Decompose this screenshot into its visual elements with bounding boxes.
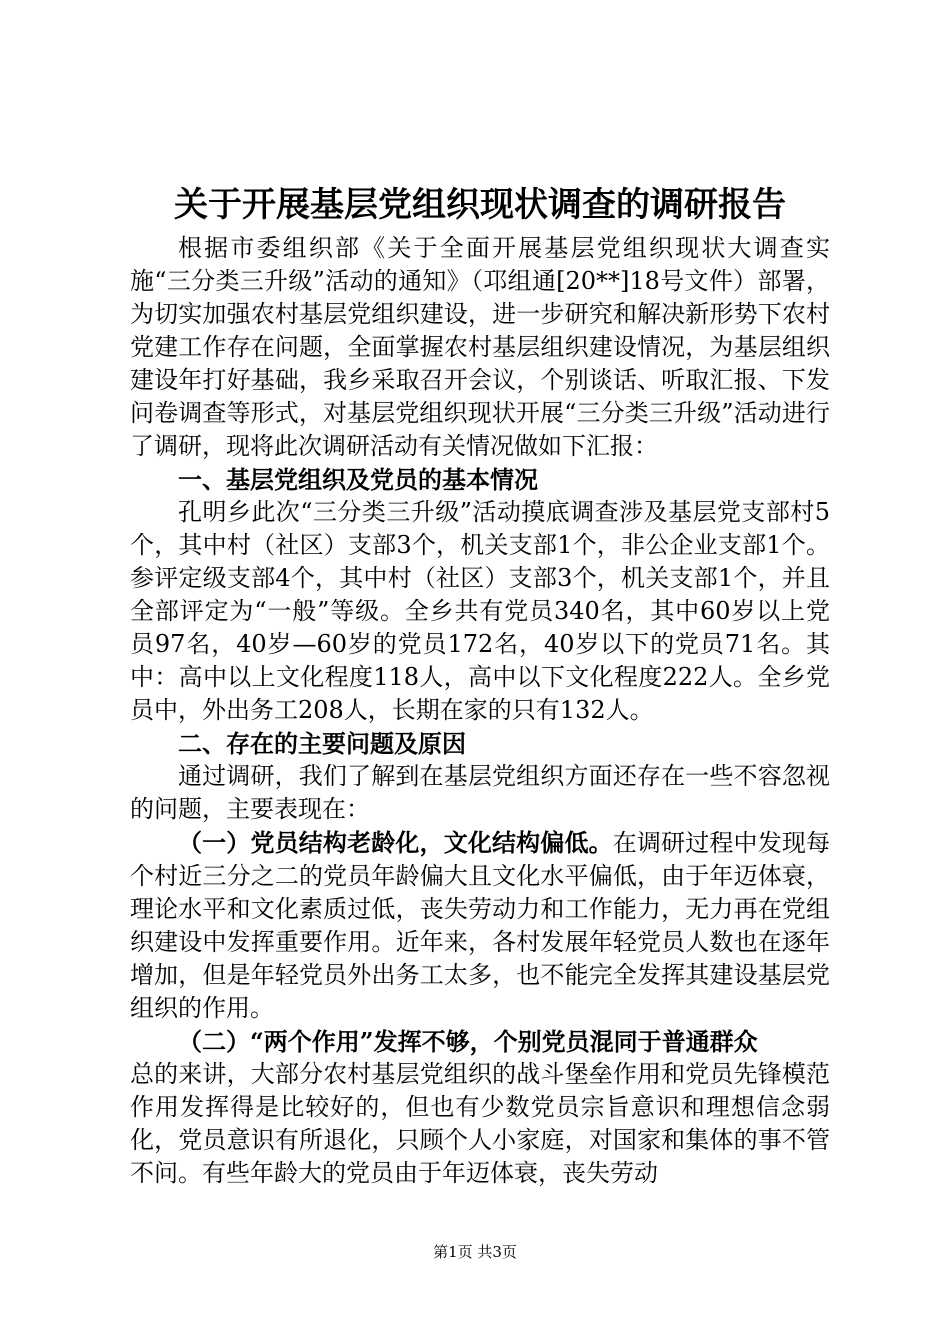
document-body <box>130 232 830 1190</box>
item-2-lead: （二）“两个作用”发挥不够，个别党员混同于普通群众 <box>178 1027 758 1056</box>
section-2-intro-paragraph: 通过调研，我们了解到在基层党组织方面还存在一些不容忽视的问题，主要表现在： <box>130 762 830 823</box>
item-2-paragraph: 总的来讲，大部分农村基层党组织的战斗堡垒作用和党员先锋模范作用发挥得是比较好的，但也有少数党员宗旨意识和理想信念弱化，党员意识有所退化，只顾个人小家庭，对国家和集体的事不管不问。有些年龄大的党员由于年迈体衰，丧失劳动 <box>130 1060 830 1187</box>
page-footer: 第1页 共3页 <box>433 1243 517 1261</box>
intro-paragraph: 根据市委组织部《关于全面开展基层党组织现状大调查实施“三分类三升级”活动的通知》（邛组通[20**]18号文件）部署，为切实加强农村基层党组织建设，进一步研究和解决新形势下农村党建工作存在问题，全面掌握农村基层组织建设情况，为基层组织建设年打好基础，我乡采取召开会议，个别谈话、听取汇报、下发问卷调查等形式，对基层党组织现状开展“三分类三升级”活动进行了调研，现将此次调研活动有关情况做如下汇报： <box>130 234 830 460</box>
document-title: 关于开展基层党组织现状调查的调研报告 <box>174 185 786 225</box>
section-1-paragraph: 孔明乡此次“三分类三升级”活动摸底调查涉及基层党支部村5个，其中村（社区）支部3个，机关支部1个，非公企业支部1个。参评定级支部4个，其中村（社区）支部3个，机关支部1个，并且全部评定为“一般”等级。全乡共有党员340名，其中60岁以上党员97名，40岁—60岁的党员172名，40岁以下的党员71名。其中：高中以上文化程度118人，高中以下文化程度222人。全乡党员中，外出务工208人，长期在家的只有132人。 <box>130 498 830 724</box>
item-1-text: 在调研过程中发现每个村近三分之二的党员年龄偏大且文化水平偏低，由于年迈体衰，理论水平和文化素质过低，丧失劳动力和工作能力，无力再在党组织建设中发挥重要作用。近年来，各村发展年轻党员人数也在逐年增加，但是年轻党员外出务工太多，也不能完全发挥其建设基层党组织的作用。 <box>130 829 831 1022</box>
section-2-heading: 二、存在的主要问题及原因 <box>178 729 466 758</box>
section-1-heading: 一、基层党组织及党员的基本情况 <box>178 465 538 494</box>
item-1-lead: （一）党员结构老龄化，文化结构偏低。 <box>178 828 613 857</box>
item-1-paragraph <box>130 826 830 1025</box>
